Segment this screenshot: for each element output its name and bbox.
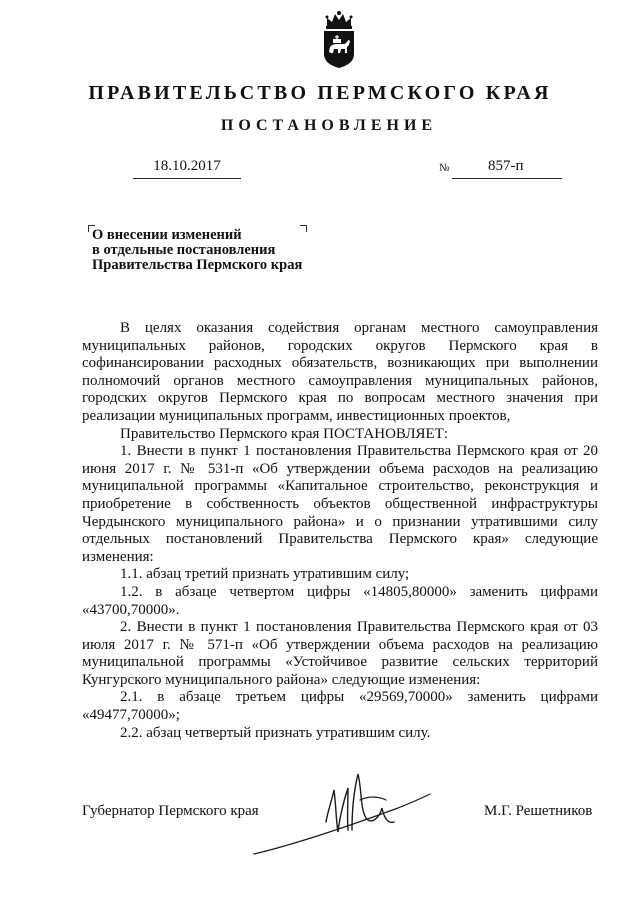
- subject-line: в отдельные постановления: [92, 242, 276, 258]
- signer-role: Губернатор Пермского края: [82, 803, 259, 819]
- subject-line: О внесении изменений: [92, 227, 242, 243]
- document-subject: [92, 228, 302, 273]
- item-1-2-paragraph: 1.2. в абзаце четвертом цифры «14805,80000» заменить цифрами «43700,70000».: [82, 583, 598, 618]
- number-value: 857-п: [488, 158, 524, 174]
- document-type: ПОСТАНОВЛЕНИЕ: [220, 117, 438, 134]
- item-1-paragraph: 1. Внести в пункт 1 постановления Правительства Пермского края от 20 июня 2017 г. № 531-п «Об утверждении объема расходов на реализацию муниципальной программы «Капитальное строительство, реконструкция и приобретение в собственность объектов общественной инфраструктуры Чердынского муниципального района» и о признании утратившими силу отдельных постановлений Правительства Пермского края» следующие изменения:: [82, 443, 598, 565]
- item-2-paragraph: 2. Внести в пункт 1 постановления Правительства Пермского края от 03 июля 2017 г. № 571-п «Об утверждении объема расходов на реализацию муниципальной программы «Устойчивое развитие сельских территорий Кунгурского муниципального района» следующие изменения:: [82, 619, 598, 688]
- signer-name: М.Г. Решетников: [484, 803, 593, 819]
- preamble-paragraph: В целях оказания содействия органам местного самоуправления муниципальных районов, городских округов Пермского края в софинансировании расходных обязательств, возникающих при выполнении полномочий органов местного самоуправления муниципальных районов, городских округов Пермского края по вопросам местного значения при реализации муниципальных программ, инвестиционных проектов,: [82, 320, 598, 424]
- number-sign: №: [439, 162, 450, 174]
- item-2-1-paragraph: 2.1. в абзаце третьем цифры «29569,70000» заменить цифрами «49477,70000»;: [82, 689, 598, 724]
- subject-line: Правительства Пермского края: [92, 257, 303, 273]
- document-body: [82, 320, 598, 742]
- item-1-1-paragraph: 1.1. абзац третий признать утратившим силу;: [120, 566, 410, 583]
- item-2-2-paragraph: 2.2. абзац четвертый признать утратившим силу.: [120, 724, 431, 741]
- document-number: [452, 158, 562, 179]
- date-value: 18.10.2017: [153, 158, 221, 174]
- decree-paragraph: Правительство Пермского края ПОСТАНОВЛЯЕТ:: [120, 425, 449, 442]
- government-title: ПРАВИТЕЛЬСТВО ПЕРМСКОГО КРАЯ: [88, 82, 552, 104]
- coat-of-arms-icon: [318, 10, 360, 70]
- document-date: [133, 158, 241, 179]
- handwritten-signature: [248, 760, 438, 860]
